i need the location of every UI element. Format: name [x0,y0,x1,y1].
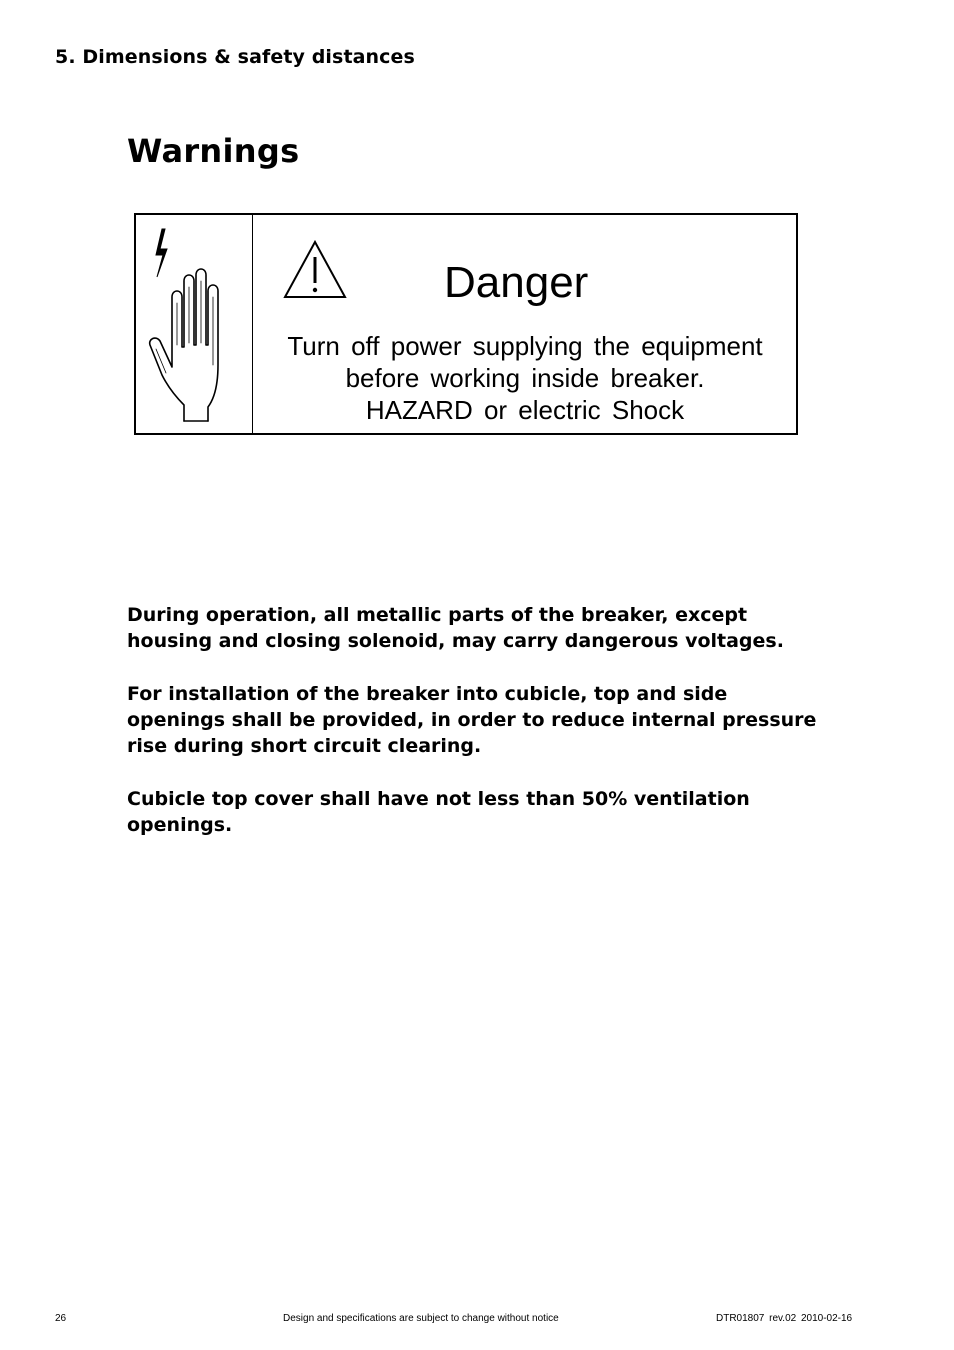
raised-hand-icon [150,269,218,421]
footer-page-number: 26 [55,1313,67,1324]
danger-warning-label [134,213,798,435]
lightning-bolt-icon [156,229,167,277]
danger-label-line: before working inside breaker. [345,363,705,393]
warning-body-text [127,602,827,865]
page-title: Warnings [127,132,300,170]
footer-document-reference: DTR01807 rev.02 2010-02-16 [716,1313,853,1324]
danger-label-text [252,330,798,426]
danger-signal-word: Danger [444,258,589,307]
warning-paragraph: For installation of the breaker into cubicle, top and side openings shall be provided, in order to reduce internal pressure rise during short circuit clearing. [127,683,817,757]
danger-label-line: HAZARD or electric Shock [365,395,685,425]
warning-paragraph: Cubicle top cover shall have not less than 50% ventilation openings. [127,788,750,836]
footer-notice: Design and specifications are subject to change without notice [283,1313,559,1324]
section-heading: 5. Dimensions & safety distances [55,46,415,68]
shock-pictogram [136,215,253,433]
warning-triangle-icon [282,239,348,299]
danger-label-line: Turn off power supplying the equipment [287,331,763,361]
warning-paragraph: During operation, all metallic parts of the breaker, except housing and closing solenoid, may carry dangerous voltages. [127,604,784,652]
